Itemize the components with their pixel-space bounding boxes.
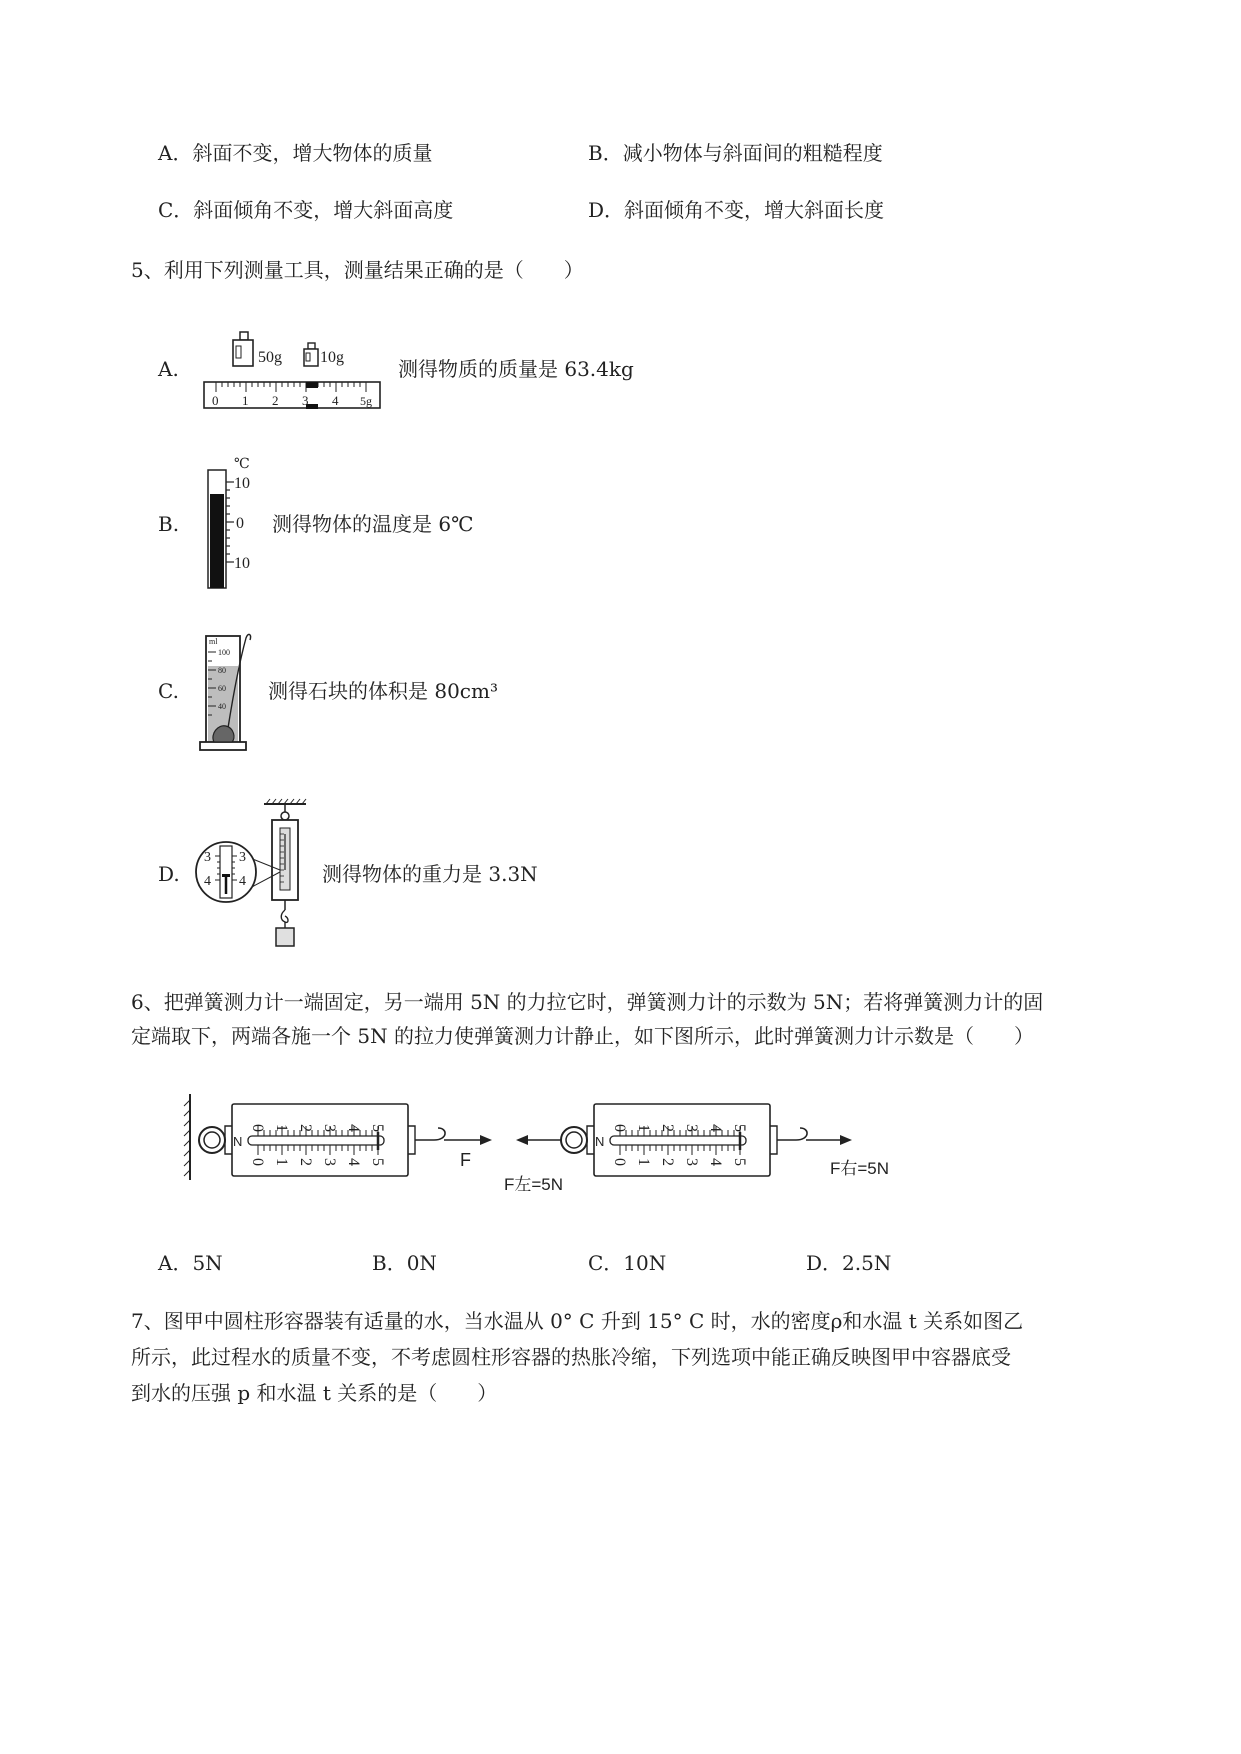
thermometer-liquid xyxy=(210,494,224,588)
right-top-2: 2 xyxy=(659,1124,676,1132)
scale-tick-4: 4 xyxy=(332,393,339,408)
left-top-2: 2 xyxy=(297,1124,314,1132)
q5-d-text: 测得物体的重力是 3.3N xyxy=(322,862,538,886)
cylinder-tick-80: 80 xyxy=(218,666,226,675)
hanging-block xyxy=(276,928,294,946)
right-bottom-1: 1 xyxy=(635,1158,652,1166)
weight-10g xyxy=(304,343,344,366)
label-f-left: F左=5N xyxy=(504,1175,564,1194)
q7-line2: 所示，此过程水的质量不变，不考虑圆柱形容器的热胀冷缩，下列选项中能正确反映图甲中容器底受 xyxy=(131,1345,1011,1369)
q6-stem-line2: 定端取下，两端各施一个 5N 的拉力使弹簧测力计静止，如下图所示，此时弹簧测力计示数是（ ） xyxy=(131,1024,1034,1048)
q5-stem: 5、利用下列测量工具，测量结果正确的是（ ） xyxy=(131,258,584,282)
spring-scale-left xyxy=(199,1104,492,1176)
thermometer-figure xyxy=(200,452,270,590)
left-top-1: 1 xyxy=(273,1124,290,1132)
spring-balance-figure xyxy=(188,798,318,950)
left-top-5: 5 xyxy=(369,1124,386,1132)
right-unit: N xyxy=(595,1134,605,1149)
wall xyxy=(184,1094,190,1180)
scale-tick-1: 1 xyxy=(242,393,249,408)
rider-scale xyxy=(204,382,380,409)
q6-option-d: D．2.5N xyxy=(806,1251,892,1275)
q5-c-text: 测得石块的体积是 80cm³ xyxy=(268,679,498,703)
q6-stem-line1: 6、把弹簧测力计一端固定，另一端用 5N 的力拉它时，弹簧测力计的示数为 5N；若将弹簧测力计的固 xyxy=(131,990,1044,1014)
label-f-right: F右=5N xyxy=(830,1159,890,1178)
left-unit: N xyxy=(233,1134,243,1149)
left-bottom-4: 4 xyxy=(345,1158,362,1166)
left-top-0: 0 xyxy=(249,1124,266,1132)
label-f: F xyxy=(460,1150,471,1170)
weight-50g xyxy=(233,332,282,366)
right-bottom-0: 0 xyxy=(611,1158,628,1166)
left-bottom-5: 5 xyxy=(369,1158,386,1166)
zoom-tick-left-4: 4 xyxy=(204,874,211,889)
q6-option-c: C．10N xyxy=(588,1251,667,1275)
thermometer-tick-bottom: 10 xyxy=(234,555,250,572)
weight-50g-label: 50g xyxy=(258,349,282,366)
zoom-tick-left-3: 3 xyxy=(204,850,211,865)
right-top-4: 4 xyxy=(707,1124,724,1132)
spring-scale-right xyxy=(516,1104,852,1176)
spring-scale-diagram xyxy=(182,1090,902,1200)
right-top-5: 5 xyxy=(731,1124,748,1132)
scale-tick-5g: 5g xyxy=(360,394,372,408)
right-bottom-3: 3 xyxy=(683,1158,700,1166)
q5-d-letter: D. xyxy=(158,862,180,886)
q6-option-a: A．5N xyxy=(158,1251,223,1275)
right-bottom-4: 4 xyxy=(707,1158,724,1166)
cylinder-unit: ml xyxy=(209,637,218,646)
q4-option-b: B．减小物体与斜面间的粗糙程度 xyxy=(588,141,883,165)
left-top-4: 4 xyxy=(345,1124,362,1132)
right-bottom-5: 5 xyxy=(731,1158,748,1166)
q5-c-letter: C. xyxy=(158,679,179,703)
left-bottom-3: 3 xyxy=(321,1158,338,1166)
q6-option-b: B．0N xyxy=(372,1251,437,1275)
q7-line3: 到水的压强 p 和水温 t 关系的是（ ） xyxy=(131,1381,498,1405)
graduated-cylinder-figure xyxy=(196,630,258,754)
q5-b-text: 测得物体的温度是 6℃ xyxy=(272,512,474,536)
right-top-1: 1 xyxy=(635,1124,652,1132)
zoom-tick-right-4: 4 xyxy=(239,874,246,889)
q4-option-d: D．斜面倾角不变，增大斜面长度 xyxy=(588,198,885,222)
scale-tick-2: 2 xyxy=(272,393,279,408)
q7-line1: 7、图甲中圆柱形容器装有适量的水，当水温从 0° C 升到 15° C 时，水的密度ρ和水温 t 关系如图乙 xyxy=(131,1309,1024,1333)
rider xyxy=(306,382,318,388)
q5-a-letter: A. xyxy=(158,357,179,381)
q4-option-a: A．斜面不变，增大物体的质量 xyxy=(158,141,433,165)
thermometer-unit: ℃ xyxy=(234,457,250,472)
cylinder-tick-100: 100 xyxy=(218,648,230,657)
cylinder-tick-60: 60 xyxy=(218,684,226,693)
right-top-0: 0 xyxy=(611,1124,628,1132)
scale-tick-0: 0 xyxy=(212,393,219,408)
balance-weights-figure xyxy=(200,330,390,412)
weight-10g-label: 10g xyxy=(320,349,344,366)
cylinder-tick-40: 40 xyxy=(218,702,226,711)
scale-tick-3: 3 xyxy=(302,393,309,408)
left-bottom-1: 1 xyxy=(273,1158,290,1166)
q5-b-letter: B. xyxy=(158,512,180,536)
q4-option-c: C．斜面倾角不变，增大斜面高度 xyxy=(158,198,454,222)
left-bottom-0: 0 xyxy=(249,1158,266,1166)
right-bottom-2: 2 xyxy=(659,1158,676,1166)
left-top-3: 3 xyxy=(321,1124,338,1132)
left-bottom-2: 2 xyxy=(297,1158,314,1166)
thermometer-tick-top: 10 xyxy=(234,475,250,492)
q5-a-text: 测得物质的质量是 63.4kg xyxy=(398,357,634,381)
right-top-3: 3 xyxy=(683,1124,700,1132)
zoom-tick-right-3: 3 xyxy=(239,850,246,865)
thermometer-tick-zero: 0 xyxy=(236,515,244,532)
